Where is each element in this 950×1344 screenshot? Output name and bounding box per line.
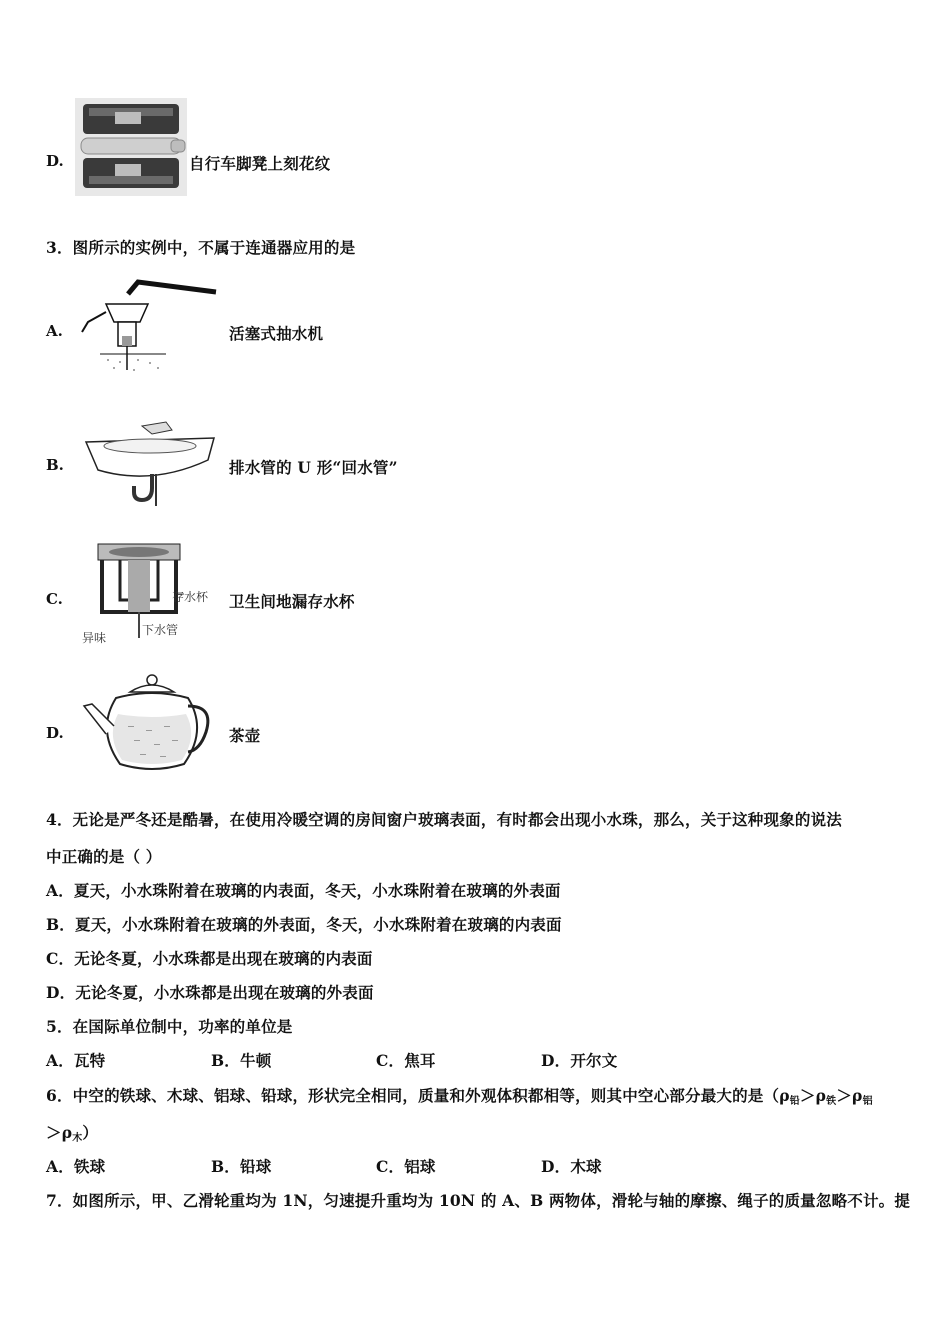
- q2-option-d-label: D.: [46, 152, 64, 170]
- floor-drain-label-pipe: 下水管: [142, 623, 179, 637]
- teapot-image: [80, 670, 216, 776]
- floor-drain-label-odor: 异味: [82, 631, 107, 645]
- q4-stem-line2: 中正确的是（ ）: [46, 847, 162, 866]
- q4-option-d: D．无论冬夏，小水珠都是出现在玻璃的外表面: [46, 983, 374, 1002]
- rho-symbol: ρ: [815, 1086, 827, 1105]
- rho-symbol: ρ: [852, 1086, 863, 1105]
- q6-option-d: D．木球: [541, 1157, 602, 1176]
- greater-than-sign: ＞: [799, 1086, 816, 1105]
- subscript-wood: 木: [72, 1133, 83, 1144]
- q6-option-b: B．铅球: [211, 1157, 272, 1176]
- q5-option-d: D．开尔文: [541, 1051, 618, 1070]
- rho-symbol: ρ: [61, 1123, 73, 1142]
- rho-symbol: ρ: [779, 1086, 790, 1105]
- q3-option-d-label: D.: [46, 724, 64, 742]
- q3-option-c-text: 卫生间地漏存水杯: [229, 592, 355, 611]
- q5-stem: 5．在国际单位制中，功率的单位是: [46, 1017, 293, 1036]
- q3-option-b-label: B.: [46, 456, 64, 474]
- bicycle-pedal-image: [75, 98, 187, 196]
- q4-option-b: B．夏天，小水珠附着在玻璃的外表面，冬天，小水珠附着在玻璃的内表面: [46, 915, 562, 934]
- q3-option-a-label: A.: [46, 322, 63, 340]
- greater-than-sign: ＞: [46, 1123, 62, 1142]
- floor-drain-label-cup: 存水杯: [172, 590, 209, 604]
- subscript-aluminum: 铝: [862, 1096, 873, 1107]
- q4-option-a: A．夏天，小水珠附着在玻璃的内表面，冬天，小水珠附着在玻璃的外表面: [46, 881, 561, 900]
- q6-option-a: A．铁球: [46, 1157, 106, 1176]
- q6-stem-text: 6．中空的铁球、木球、铝球、铅球，形状完全相同，质量和外观体积都相等，则其中空心部分最大的是（: [46, 1086, 780, 1105]
- q3-stem: 3．图所示的实例中，不属于连通器应用的是: [46, 238, 356, 257]
- q5-option-c: C．焦耳: [376, 1051, 436, 1070]
- q5-option-b: B．牛顿: [211, 1051, 272, 1070]
- q6-option-c: C．铝球: [376, 1157, 436, 1176]
- closing-paren: ）: [82, 1123, 99, 1142]
- q4-stem-line1: 4．无论是严冬还是酷暑，在使用冷暖空调的房间窗户玻璃表面，有时都会出现小水珠，那么，关于这种现象的说法: [46, 810, 842, 829]
- sink-u-trap-image: [82, 408, 218, 506]
- q6-stem-line2: [46, 1121, 98, 1143]
- q4-option-c: C．无论冬夏，小水珠都是出现在玻璃的内表面: [46, 949, 373, 968]
- greater-than-sign: ＞: [836, 1086, 853, 1105]
- q2-option-d-text: 自行车脚凳上刻花纹: [189, 154, 331, 173]
- q3-option-d-text: 茶壶: [229, 726, 261, 745]
- q6-stem-line1: [46, 1084, 873, 1106]
- piston-pump-image: [78, 274, 218, 378]
- q5-option-a: A．瓦特: [46, 1051, 106, 1070]
- subscript-lead: 铅: [789, 1096, 800, 1107]
- subscript-iron: 铁: [826, 1096, 837, 1107]
- q3-option-c-label: C.: [46, 590, 63, 608]
- q3-option-a-text: 活塞式抽水机: [229, 324, 324, 343]
- q3-option-b-text: 排水管的 U 形“回水管”: [229, 458, 398, 477]
- q7-stem: 7．如图所示，甲、乙滑轮重均为 1N，匀速提升重均为 10N 的 A、B 两物体，滑轮与轴的摩擦、绳子的质量忽略不计。提: [46, 1191, 911, 1210]
